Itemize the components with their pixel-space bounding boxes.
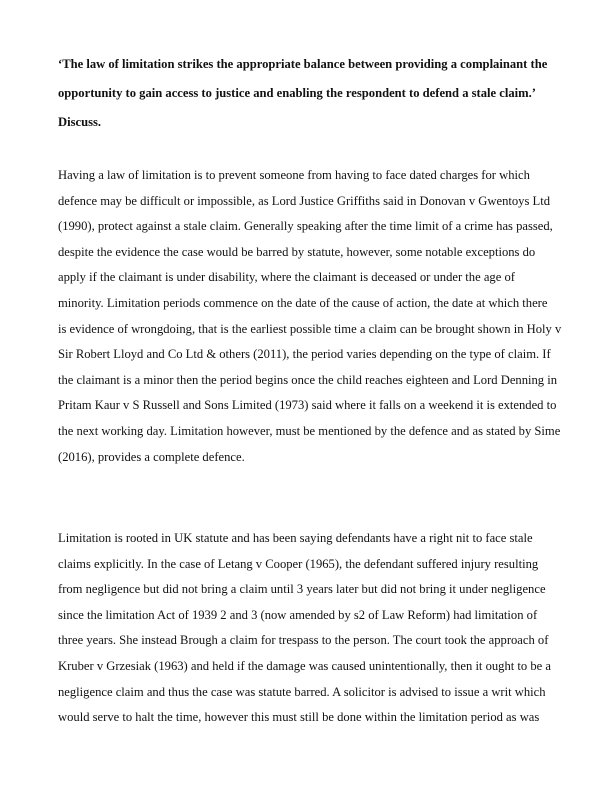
text-line: Sir Robert Lloyd and Co Ltd & others (2011), the period varies depending on the type of claim. If <box>58 347 551 362</box>
title-line: ‘The law of limitation strikes the appropriate balance between providing a complainant the <box>58 57 548 71</box>
text-line: Pritam Kaur v S Russell and Sons Limited (1973) said where it falls on a weekend it is extended to <box>58 398 557 413</box>
text-line: claims explicitly. In the case of Letang v Cooper (1965), the defendant suffered injury resulting <box>58 556 539 571</box>
text-line: apply if the claimant is under disability, where the claimant is deceased or under the age of <box>58 270 515 285</box>
text-line: negligence claim and thus the case was statute barred. A solicitor is advised to issue a writ which <box>58 684 546 699</box>
text-line: three years. She instead Brough a claim for trespass to the person. The court took the approach of <box>58 633 549 648</box>
text-line: despite the evidence the case would be barred by statute, however, some notable exceptions do <box>58 244 536 259</box>
text-line: Limitation is rooted in UK statute and has been saying defendants have a right nit to face stale <box>58 531 533 545</box>
text-line: minority. Limitation periods commence on the date of the cause of action, the date at which there <box>58 295 548 310</box>
text-line: the claimant is a minor then the period begins once the child reaches eighteen and Lord Denning in <box>58 372 558 387</box>
title-line: Discuss. <box>58 114 102 129</box>
text-line: is evidence of wrongdoing, that is the earliest possible time a claim can be brought shown in Holy v <box>58 321 562 336</box>
text-line: would serve to halt the time, however this must still be done within the limitation period as was <box>58 710 540 725</box>
paragraph-1 <box>58 163 562 470</box>
text-line: Kruber v Grzesiak (1963) and held if the damage was caused unintentionally, then it ought to be a <box>58 658 551 673</box>
text-line: since the limitation Act of 1939 2 and 3 (now amended by s2 of Law Reform) had limitation of <box>58 607 538 622</box>
essay-title <box>58 50 558 136</box>
text-line: defence may be difficult or impossible, as Lord Justice Griffiths said in Donovan v Gwentoys Ltd <box>58 193 550 208</box>
text-line: (2016), provides a complete defence. <box>58 449 245 464</box>
text-line: from negligence but did not bring a claim until 3 years later but did not bring it under negligence <box>58 582 546 597</box>
text-line: Having a law of limitation is to prevent someone from having to face dated charges for which <box>58 168 530 182</box>
title-line: opportunity to gain access to justice and enabling the respondent to defend a stale claim.’ <box>58 85 536 100</box>
paragraph-2 <box>58 526 558 731</box>
text-line: (1990), protect against a stale claim. Generally speaking after the time limit of a crime has passed, <box>58 219 553 234</box>
text-line: the next working day. Limitation however, must be mentioned by the defence and as stated by Sime <box>58 423 561 438</box>
